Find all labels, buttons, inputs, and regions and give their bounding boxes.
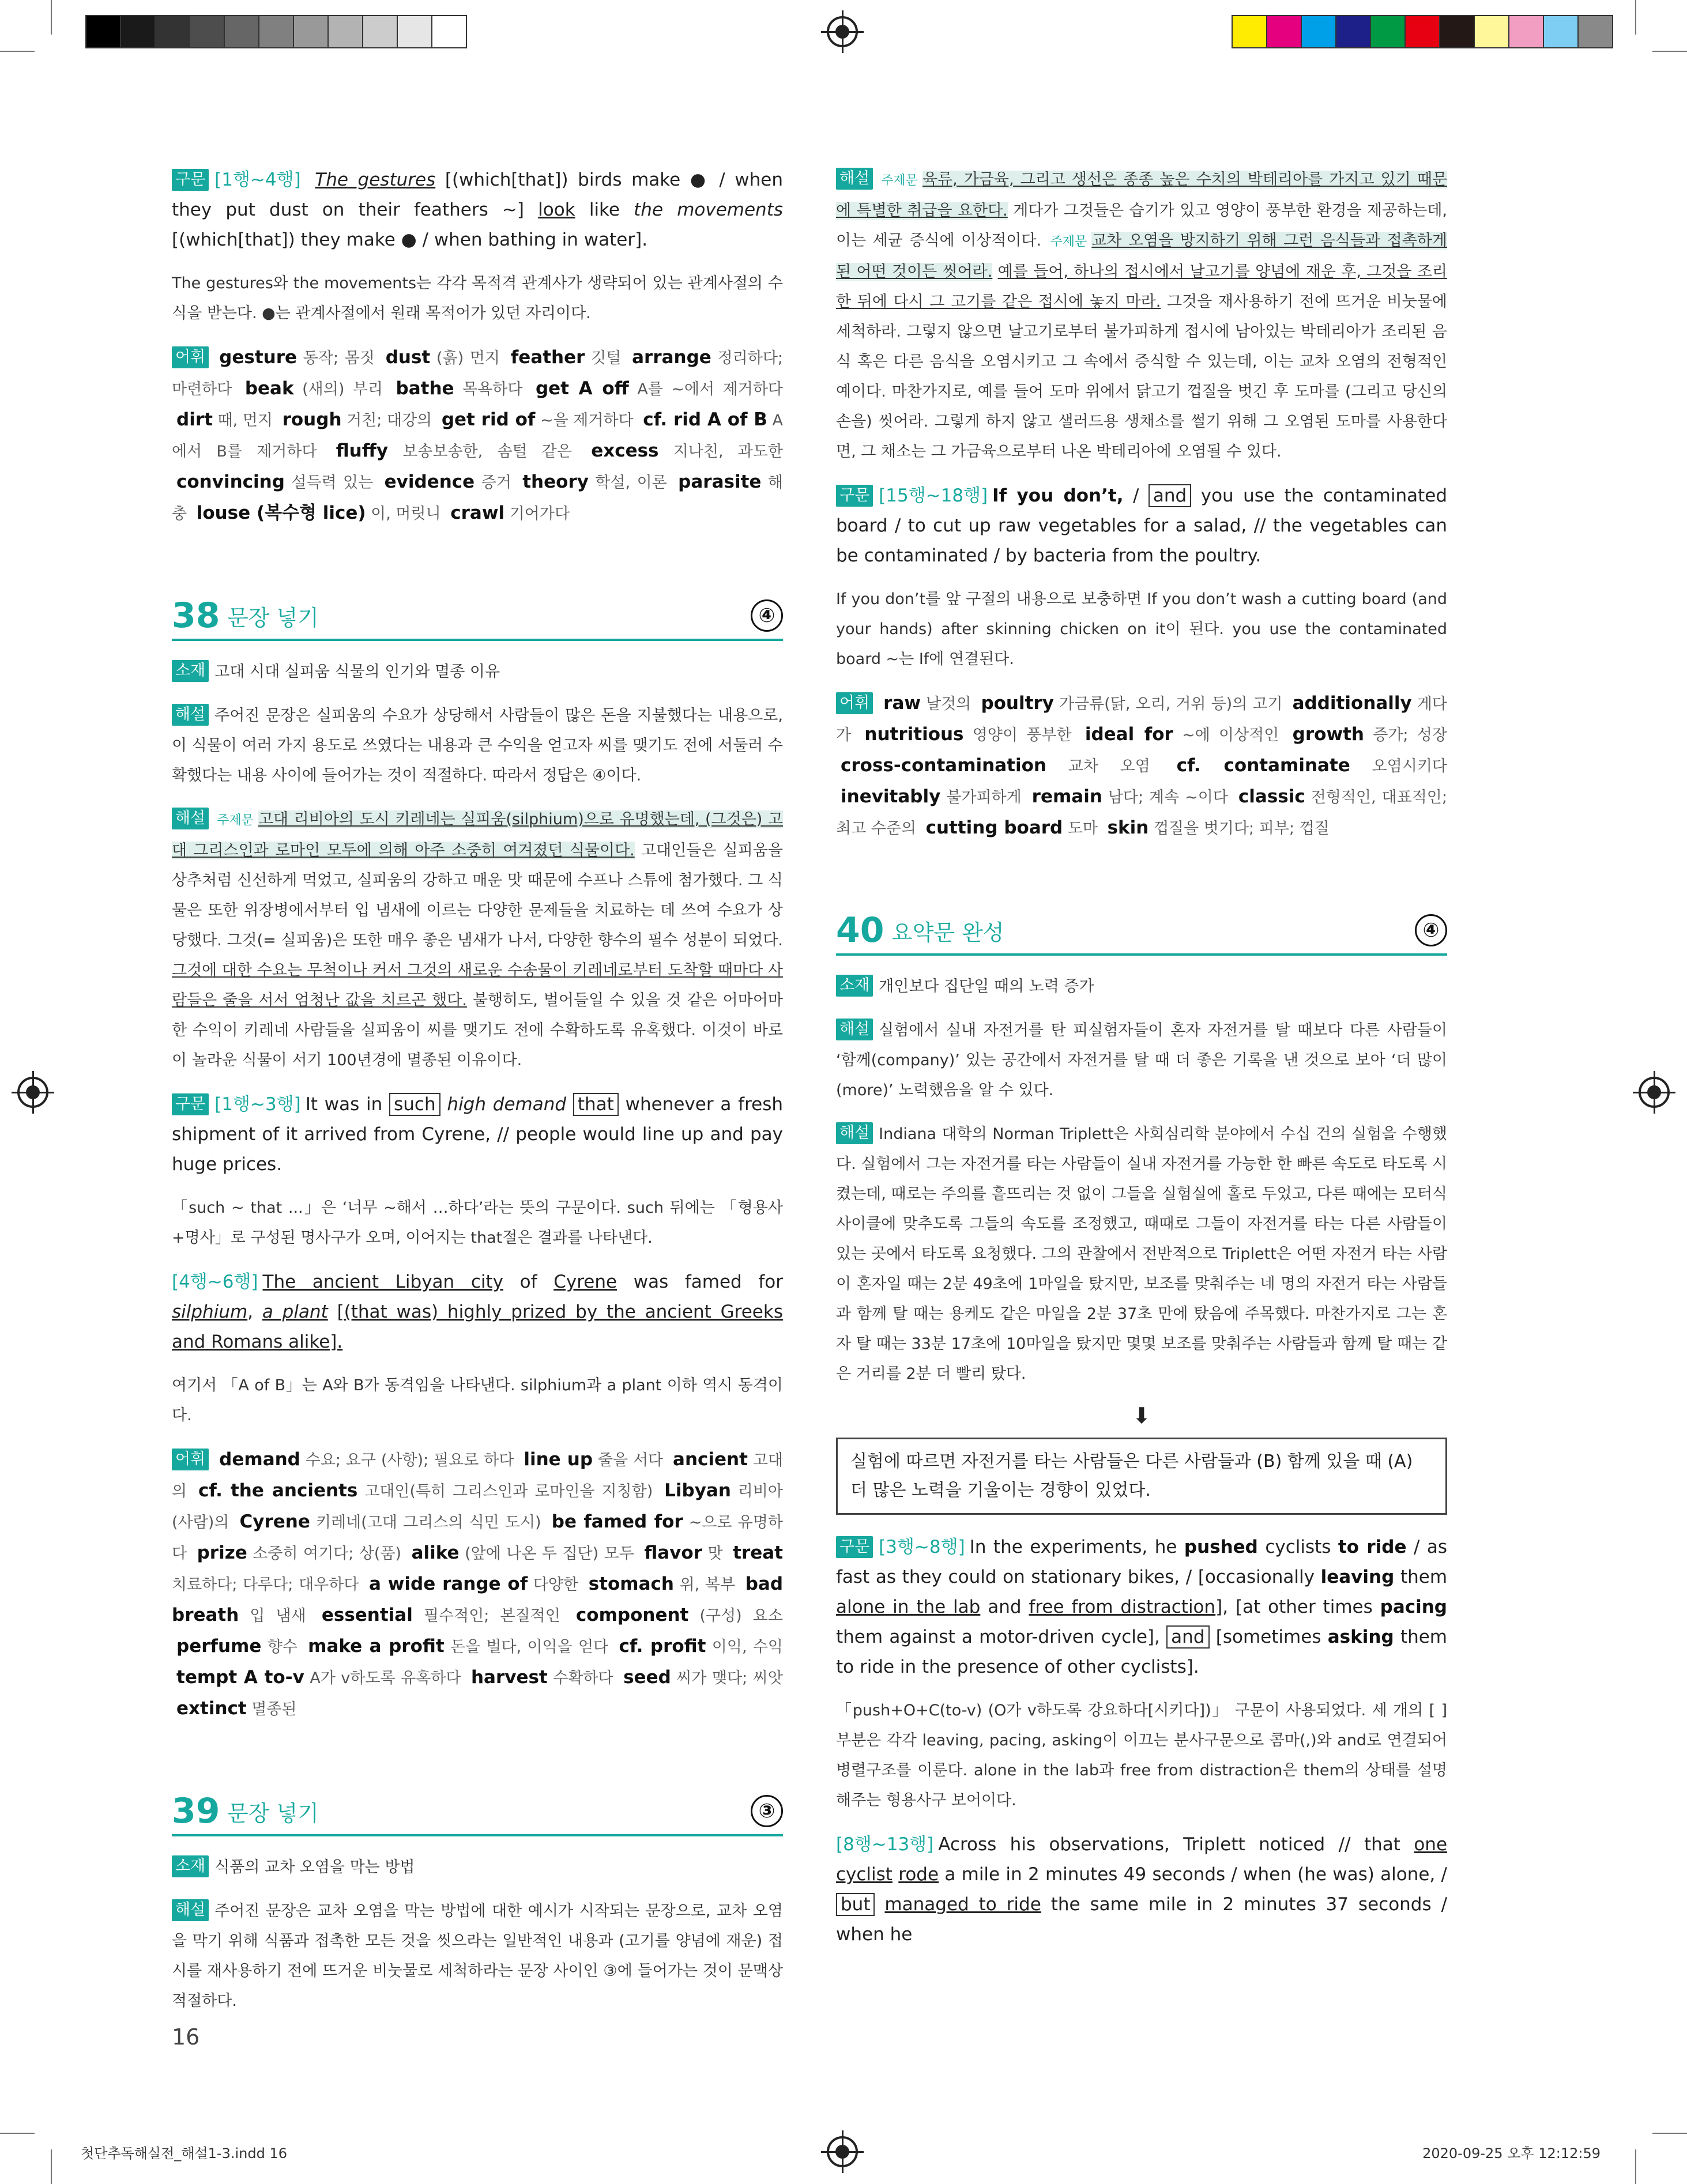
crop-mark [0, 51, 35, 52]
vocab-word: dirt [176, 409, 213, 430]
vocab-word: be famed for [551, 1511, 683, 1532]
vocab-meaning: 교차 오염 [1068, 757, 1150, 775]
vocab-word: extinct [176, 1698, 247, 1719]
color-swatch [86, 16, 121, 47]
color-swatch [1336, 16, 1371, 47]
footer-date: 2020-09-25 오후 12:12:59 [1422, 2145, 1601, 2162]
s37-gumun-note: The gestures와 the movements는 각각 목적격 관계사가 생략되어 있는 관계사절의 수식을 받는다. ●는 관계사절에서 원래 목적어가 있던 자리이다. [172, 274, 783, 322]
vocab-meaning: 거친; 대강의 [347, 412, 432, 429]
vocab-word: remain [1031, 786, 1102, 807]
s38-gumun-2-note: 여기서 「A of B」는 A와 B가 동격임을 나타낸다. silphium과 a plant 이하 역시 동격이다. [172, 1376, 783, 1424]
s38-gumun-1: 구문 [1행~3행] It was in such high demand that whenever a fresh shipment of it arrived from Cyrene, // people would line up and pay huge prices. [172, 1094, 784, 1175]
vocab-meaning: 남다; 계속 ~이다 [1108, 789, 1228, 806]
vocab-word: cf. rid A of B [643, 409, 767, 430]
vocab-meaning: 수확하다 [553, 1669, 613, 1687]
vocab-word: essential [321, 1605, 413, 1625]
s40-haeseol-2: 해설 Indiana 대학의 Norman Triplett은 사회심리학 분야에서 수십 건의 실험을 수행했다. 실험에서 그는 자전거를 타는 사람들이 실내 자전거를 가능한 한 빠른 속도로 타도록 시켰는데, 때로는 주의를 흩뜨리는 것 없이 그들을 실험실에 홀로 두었고, 다른 때에는 모터식 사이클에 맞추도록 그들의 속도를 조정했고, 때때로 그들이 자전거를 타는 다른 사람들이 있는 곳에서 타도록 요청했다. 그의 관찰에서 전반적으로 Triplett은 어떤 자전거 타는 사람이 혼자일 때는 2분 49초에 1마일을 탔지만, 보조를 맞춰주는 네 명의 자전거 타는 사람들과 함께 탈 때는 용케도 같은 마일을 2분 37초 만에 탔음에 주목했다. 마찬가지로 그는 혼자 탈 때는 33분 17초에 10마일을 탔지만 몇몇 보조를 맞춰주는 사람들과 함께 탈 때는 같은 거리를 2분 더 빨리 탔다. [836, 1119, 1447, 1389]
vocab-meaning: 학설, 이론 [595, 474, 667, 492]
vocab-word: get A off [535, 378, 629, 399]
vocab-word: parasite [678, 471, 762, 492]
vocab-meaning: 전형적인, 대표적인; 최고 수준의 [836, 789, 1447, 838]
s39-gumun-note: If you don’t를 앞 구절의 내용으로 보충하면 If you don’t wash a cutting board (and your hands) after skinning chicken on it이 된다. you use the contaminated board ~는 If에 연결된다. [836, 590, 1447, 668]
vocab-meaning: 돈을 벌다, 이익을 얻다 [450, 1638, 609, 1656]
vocab-word: treat [733, 1542, 783, 1563]
vocab-word: crawl [450, 503, 505, 523]
vocab-meaning: 때, 먼지 [217, 412, 273, 429]
s38-gumun-1-note: 「such ~ that ...」은 ‘너무 ~해서 …하다’라는 뜻의 구문이다. such 뒤에는 「형용사+명사」로 구성된 명사구가 오며, 이어지는 that절은 결과를 나타낸다. [172, 1199, 783, 1247]
s40-gumun-2: [8행~13행] Across his observations, Triplett noticed // that one cyclist rode a mile in 2 minutes 49 seconds / when (he was) alone, / but managed to ride the same mile in 2 minutes 37 seconds / when he [836, 1834, 1448, 1945]
vocab-meaning: 맛 [707, 1545, 723, 1563]
registration-mark-right-icon [1639, 1077, 1670, 1108]
vocab-meaning: 리비아(사람)의 [172, 1483, 784, 1532]
s38-haeseol-2: 해설 주제문 고대 리비아의 도시 키레네는 실피움(silphium)으로 유명했는데, (그것은) 고대 그리스인과 로마인 모두에 의해 아주 소중히 여겨졌던 식물이다. 고대인들은 실피움을 상추처럼 신선하게 먹었고, 실피움의 강하고 매운 맛 때문에 수프나 스튜에 첨가했다. 그 식물은 또한 위장병에서부터 입 냄새에 이르는 다양한 문제들을 치료하는 데 쓰여 수요가 상당했다. 그것(= 실피움)은 또한 매우 좋은 냄새가 나서, 다양한 향수의 필수 성분이 되었다. 그것에 대한 수요는 무척이나 커서 그것의 새로운 수송물이 키레네로부터 도착할 때마다 사람들은 줄을 서서 엄청난 값을 치르곤 했다. 불행히도, 벌어들일 수 있을 것 같은 어마어마한 수익이 키레네 사람들을 실피움이 씨를 맺기도 전에 수확하도록 유혹했다. 이것이 바로 이 놀라운 식물이 서기 100년경에 멸종된 이유이다. [172, 805, 783, 1076]
color-swatch [398, 16, 432, 47]
vocab-meaning: (새의) 부리 [302, 380, 383, 398]
vocab-meaning: 멸종된 [251, 1700, 297, 1718]
color-swatch [1475, 16, 1509, 47]
vocab-meaning: 기어가다 [509, 505, 570, 523]
vocab-word: excess [591, 440, 659, 461]
vocab-word: seed [623, 1667, 671, 1688]
vocab-meaning: 키레네(고대 그리스의 식민 도시) [316, 1514, 541, 1532]
vocab-word: Libyan [664, 1480, 731, 1501]
vocab-meaning: 지나친, 과도한 [673, 443, 783, 461]
color-swatch [1302, 16, 1336, 47]
color-swatch [1371, 16, 1406, 47]
vocab-word: stomach [588, 1574, 674, 1594]
vocab-meaning: 다양한 [533, 1576, 579, 1594]
vocab-word: beak [244, 378, 294, 399]
vocab-word: dust [385, 347, 431, 368]
vocab-meaning: ~을 제거하다 [540, 412, 634, 429]
vocab-word: make a profit [308, 1636, 445, 1657]
color-swatch [190, 16, 225, 47]
vocab-meaning: ~으로 유명하다 [172, 1514, 784, 1563]
vocab-word: cutting board [925, 817, 1063, 838]
color-swatch [329, 16, 363, 47]
vocab-meaning: (흙) 먼지 [436, 349, 500, 367]
vocab-word: classic [1238, 786, 1305, 807]
arrow-down-icon: ⬇ [1132, 1403, 1151, 1428]
color-swatch [121, 16, 156, 47]
vocab-meaning: 해충 [172, 474, 783, 523]
color-swatch [1440, 16, 1475, 47]
crop-mark [1635, 2149, 1636, 2184]
vocab-meaning: 위, 복부 [679, 1576, 736, 1594]
vocab-word: feather [510, 347, 585, 368]
s37-gumun: 구문 [1행~4행] The gestures [(which[that]) birds make ● / when they put dust on their feathers ~] look like the movements [(which[that]) they make ● / when bathing in water]. [172, 169, 783, 250]
vocab-meaning: 줄을 서다 [597, 1451, 664, 1469]
vocab-meaning: A를 ~에서 제거하다 [637, 380, 784, 398]
registration-mark-bottom-icon [827, 2136, 858, 2167]
vocab-meaning: 증가; 성장 [1373, 726, 1447, 744]
vocab-meaning: 영양이 풍부한 [972, 726, 1072, 744]
vocab-meaning: (구성) 요소 [699, 1607, 783, 1625]
s39-haeseol-1: 해설 주어진 문장은 교차 오염을 막는 방법에 대한 예시가 시작되는 문장으로, 교차 오염을 막기 위해 식품과 접촉한 모든 것을 씻으라는 일반적인 내용과 (고기를 양념에 재운) 접시를 재사용하기 전에 뜨거운 비눗물로 세척하라는 문장 사이인 ③에 들어가는 것이 문맥상 적절하다. [172, 1896, 783, 2016]
registration-mark-top-icon [827, 16, 858, 47]
answer-badge: ③ [751, 1795, 783, 1827]
vocab-word: nutritious [864, 724, 964, 745]
vocab-word: bathe [396, 378, 454, 399]
vocab-word: cf. the ancients [198, 1480, 358, 1501]
gumun-tag: 구문 [172, 169, 209, 191]
color-swatch [156, 16, 190, 47]
vocab-meaning: 치료하다; 다루다; 대우하다 [172, 1576, 359, 1594]
vocab-meaning: 고대인(특히 그리스인과 로마인을 지칭함) [364, 1483, 653, 1500]
vocab-meaning: 정리하다; 마련하다 [172, 349, 784, 398]
vocab-meaning: 보송보송한, 솜털 같은 [402, 443, 572, 461]
color-swatch [1579, 16, 1612, 47]
vocab-meaning: 날것의 [926, 695, 971, 713]
vocab-meaning: (앞에 나온 두 집단) 모두 [465, 1545, 634, 1563]
color-swatch [294, 16, 329, 47]
vocab-word: rough [282, 409, 342, 430]
vocab-word: Cyrene [239, 1511, 310, 1532]
right-column [836, 165, 1447, 1963]
vocab-word: ideal for [1084, 724, 1173, 745]
vocab-word: evidence [384, 471, 475, 492]
vocab-meaning: 가금류(닭, 오리, 거위 등)의 고기 [1059, 695, 1283, 713]
vocab-word: line up [524, 1449, 593, 1470]
vocab-word: cross-contamination [841, 755, 1046, 776]
s38-vocab: 어휘 demand 수요; 요구 (사항); 필요로 하다 line up 줄을 서다 ancient 고대의 cf. the ancients 고대인(특히 그리스인과 로마인을 지칭함) Libyan 리비아(사람)의 Cyrene 키레네(고대 그리스의 식민 도시) be famed for ~으로 유명하다 prize 소중히 여기다; 상(품) alike (앞에 나온 두 집단) 모두 flavor 맛 treat 치료하다; 다루다; 대우하다 a wide range of 다양한 stomach 위, 복부 bad breath 입 냄새 essential 필수적인; 본질적인 component (구성) 요소 perfume 향수 make a profit 돈을 벌다, 이익을 얻다 cf. profit 이익, 수익 tempt A to-v A가 v하도록 유혹하다 harvest 수확하다 seed 씨가 맺다; 씨앗 extinct 멸종된 [172, 1449, 784, 1719]
crop-mark [51, 0, 52, 35]
s39-haeseol-2: 해설 주제문 육류, 가금육, 그리고 생선은 종종 높은 수치의 박테리아를 가지고 있기 때문에 특별한 취급을 요한다. 게다가 그것들은 습기가 있고 영양이 풍부한 환경을 제공하는데, 이는 세균 증식에 이상적이다. 주제문 교차 오염을 방지하기 위해 그런 음식들과 접촉하게 된 어떤 것이든 씻어라. 예를 들어, 하나의 접시에서 날고기를 양념에 재운 후, 그것을 조리한 뒤에 다시 그 고기를 같은 접시에 놓지 마라. 그것을 재사용하기 전에 뜨거운 비눗물에 세척하라. 그렇지 않으면 날고기로부터 불가피하게 접시에 남아있는 박테리아가 조리된 음식 혹은 다른 음식을 오염시키고 그 속에서 증식할 수 있는데, 이는 교차 오염의 전형적인 예이다. 마찬가지로, 예를 들어 도마 위에서 닭고기 껍질을 벗긴 후 도마를 (그리고 당신의 손을) 씻어라. 그렇게 하지 않고 샐러드용 생채소를 썰기 위해 그 오염된 도마를 사용한다면, 그 채소는 그 가금육으로부터 나온 박테리아에 오염될 수 있다. [836, 165, 1447, 467]
crop-mark [1652, 2133, 1687, 2134]
vocab-word: poultry [981, 693, 1054, 714]
s39-gumun: 구문 [15행~18행] If you don’t, / and you use the contaminated board / to cut up raw vegetables for a salad, // the vegetables can be contaminated / by bacteria from the poultry. [836, 485, 1448, 566]
vocab-meaning: 고대의 [172, 1451, 784, 1500]
section-39-header: 39 문장 넣기 ③ [172, 1788, 783, 1836]
vocab-word: alike [411, 1542, 460, 1563]
s40-gumun-1: 구문 [3행~8행] In the experiments, he pushed cyclists to ride / as fast as they could on stationary bikes, / [occasionally leaving them alone in the lab and free from distraction], [at other times pacing them against a motor-driven cycle], and [sometimes asking them to ride in the presence of other cyclists]. [836, 1537, 1448, 1677]
crop-mark [1635, 0, 1636, 35]
section-38-header: 38 문장 넣기 ④ [172, 593, 783, 641]
vocab-word: fluffy [336, 440, 389, 461]
vocab-meaning: 동작; 몸짓 [303, 349, 375, 367]
vocab-meaning: A에서 B를 제거하다 [172, 412, 784, 461]
vocab-word: cf. profit [619, 1636, 706, 1657]
vocab-meaning: 향수 [267, 1638, 298, 1656]
color-swatch [1509, 16, 1544, 47]
summary-box: 실험에 따르면 자전거를 타는 사람들은 다른 사람들과 (B) 함께 있을 때 (A) 더 많은 노력을 기울이는 경향이 있었다. [836, 1438, 1447, 1515]
registration-mark-left-icon [17, 1077, 48, 1108]
s39-vocab: 어휘 raw 날것의 poultry 가금류(닭, 오리, 거위 등)의 고기 additionally 게다가 nutritious 영양이 풍부한 ideal for ~에 이상적인 growth 증가; 성장 cross-contamination 교차 오염 cf. contaminate 오염시키다 inevitably 불가피하게 remain 남다; 계속 ~이다 classic 전형적인, 대표적인; 최고 수준의 cutting board 도마 skin 껍질을 벗기다; 피부; 껍질 [836, 693, 1447, 838]
vocab-meaning: 증거 [481, 474, 511, 492]
vocab-word: inevitably [841, 786, 941, 807]
vocab-meaning: 이, 머릿니 [371, 505, 441, 523]
vocab-word: skin [1107, 817, 1149, 838]
vocab-word: ancient [673, 1449, 748, 1470]
vocab-word: flavor [644, 1542, 703, 1563]
color-swatch [363, 16, 398, 47]
vocab-meaning: 불가피하게 [946, 789, 1022, 806]
vocab-meaning: 이익, 수익 [711, 1638, 783, 1656]
vocab-meaning: 소중히 여기다; 상(품) [253, 1545, 402, 1563]
vocab-word: convincing [176, 471, 285, 492]
vocab-word: gesture [219, 347, 298, 368]
answer-badge: ④ [1415, 914, 1447, 946]
vocab-meaning: 필수적인; 본질적인 [423, 1607, 560, 1625]
s38-haeseol-1: 해설 주어진 문장은 실피움의 수요가 상당해서 사람들이 많은 돈을 지불했다는 내용으로, 이 식물이 여러 가지 용도로 쓰였다는 내용과 큰 수익을 얻고자 씨를 맺기도 전에 서둘러 수확했다는 내용 사이에 들어가는 것이 적절하다. 따라서 정답은 ④이다. [172, 701, 783, 791]
vocab-word: get rid of [441, 409, 536, 430]
answer-badge: ④ [751, 599, 783, 632]
crop-mark [51, 2149, 52, 2184]
left-column [172, 165, 783, 2030]
vocab-word: bad breath [172, 1574, 784, 1625]
vocab-word: a wide range of [369, 1574, 528, 1594]
s38-gumun-2: [4행~6행] The ancient Libyan city of Cyrene was famed for silphium, a plant [(that was) highly prized by the ancient Greeks and Romans alike]. [172, 1272, 783, 1352]
vocab-word: component [575, 1605, 689, 1625]
color-swatch [225, 16, 259, 47]
process-color-bar [1232, 15, 1613, 48]
vocab-meaning: A가 v하도록 유혹하다 [310, 1669, 461, 1687]
vocab-word: arrange [632, 347, 711, 368]
page-number: 16 [172, 2024, 200, 2050]
vocab-meaning: 도마 [1067, 820, 1098, 838]
vocab-word: additionally [1292, 693, 1412, 714]
vocab-word: tempt A to-v [176, 1667, 304, 1688]
vocab-word: perfume [176, 1636, 262, 1657]
s40-gumun-1-note: 「push+O+C(to-v) (O가 v하도록 강요하다[시키다])」 구문이 사용되었다. 세 개의 [ ] 부분은 각각 leaving, pacing, asking이 이끄는 분사구문으로 콤마(,)와 and로 연결되어 병렬구조를 이룬다. alone in the lab과 free from distraction은 them의 상태를 설명해주는 형용사구 보어이다. [836, 1702, 1447, 1809]
vocab-meaning: 깃털 [591, 349, 622, 367]
color-swatch [432, 16, 466, 47]
vocab-word: growth [1292, 724, 1364, 745]
vocab-meaning: 설득력 있는 [291, 474, 374, 492]
color-swatch [1267, 16, 1302, 47]
color-swatch [1233, 16, 1267, 47]
vocab-word: prize [197, 1542, 247, 1563]
vocab-word: theory [522, 471, 589, 492]
footer-file: 첫단추독해실전_해설1-3.indd 16 [81, 2145, 287, 2162]
vocab-meaning: 수요; 요구 (사항); 필요로 하다 [305, 1451, 514, 1469]
s38-sojae: 소재 고대 시대 실피움 식물의 인기와 멸종 이유 [172, 657, 783, 687]
crop-mark [0, 2133, 35, 2134]
s40-haeseol-1: 해설 실험에서 실내 자전거를 탄 피실험자들이 혼자 자전거를 탈 때보다 다른 사람들이 ‘함께(company)’ 있는 공간에서 자전거를 탈 때 더 좋은 기록을 낸 것으로 보아 ‘더 많이(more)’ 노력했음을 알 수 있다. [836, 1016, 1447, 1106]
vocab-word: cf. contaminate [1176, 755, 1350, 776]
color-swatch [1406, 16, 1440, 47]
vocab-word: raw [883, 693, 921, 714]
s39-sojae: 소재 식품의 교차 오염을 막는 방법 [172, 1853, 783, 1883]
vocab-word: demand [219, 1449, 300, 1470]
vocab-meaning: ~에 이상적인 [1182, 726, 1279, 744]
vocab-meaning: 입 냄새 [250, 1607, 306, 1625]
s40-sojae: 소재 개인보다 집단일 때의 노력 증가 [836, 972, 1447, 1002]
section-40-header: 40 요약문 완성 ④ [836, 907, 1447, 956]
vocab-word: louse (복수형 lice) [196, 503, 366, 523]
vocab-meaning: 껍질을 벗기다; 피부; 껍질 [1153, 820, 1330, 838]
vocab-meaning: 오염시키다 [1372, 757, 1447, 775]
vocab-meaning: 게다가 [836, 695, 1447, 744]
grayscale-color-bar [85, 15, 467, 48]
vocab-meaning: 씨가 맺다; 씨앗 [676, 1669, 783, 1687]
color-swatch [259, 16, 294, 47]
color-swatch [1544, 16, 1579, 47]
vocab-meaning: 목욕하다 [462, 380, 523, 398]
vocab-word: harvest [470, 1667, 548, 1688]
crop-mark [1652, 51, 1687, 52]
s37-vocab: 어휘 gesture 동작; 몸짓 dust (흙) 먼지 feather 깃털 arrange 정리하다; 마련하다 beak (새의) 부리 bathe 목욕하다 get A off A를 ~에서 제거하다 dirt 때, 먼지 rough 거친; 대강의 get rid of ~을 제거하다 cf. rid A of B A에서 B를 제거하다 fluffy 보송보송한, 솜털 같은 excess 지나친, 과도한 convincing 설득력 있는 evidence 증거 theory 학설, 이론 parasite 해충 louse (복수형 lice) 이, 머릿니 crawl 기어가다 [172, 347, 784, 523]
